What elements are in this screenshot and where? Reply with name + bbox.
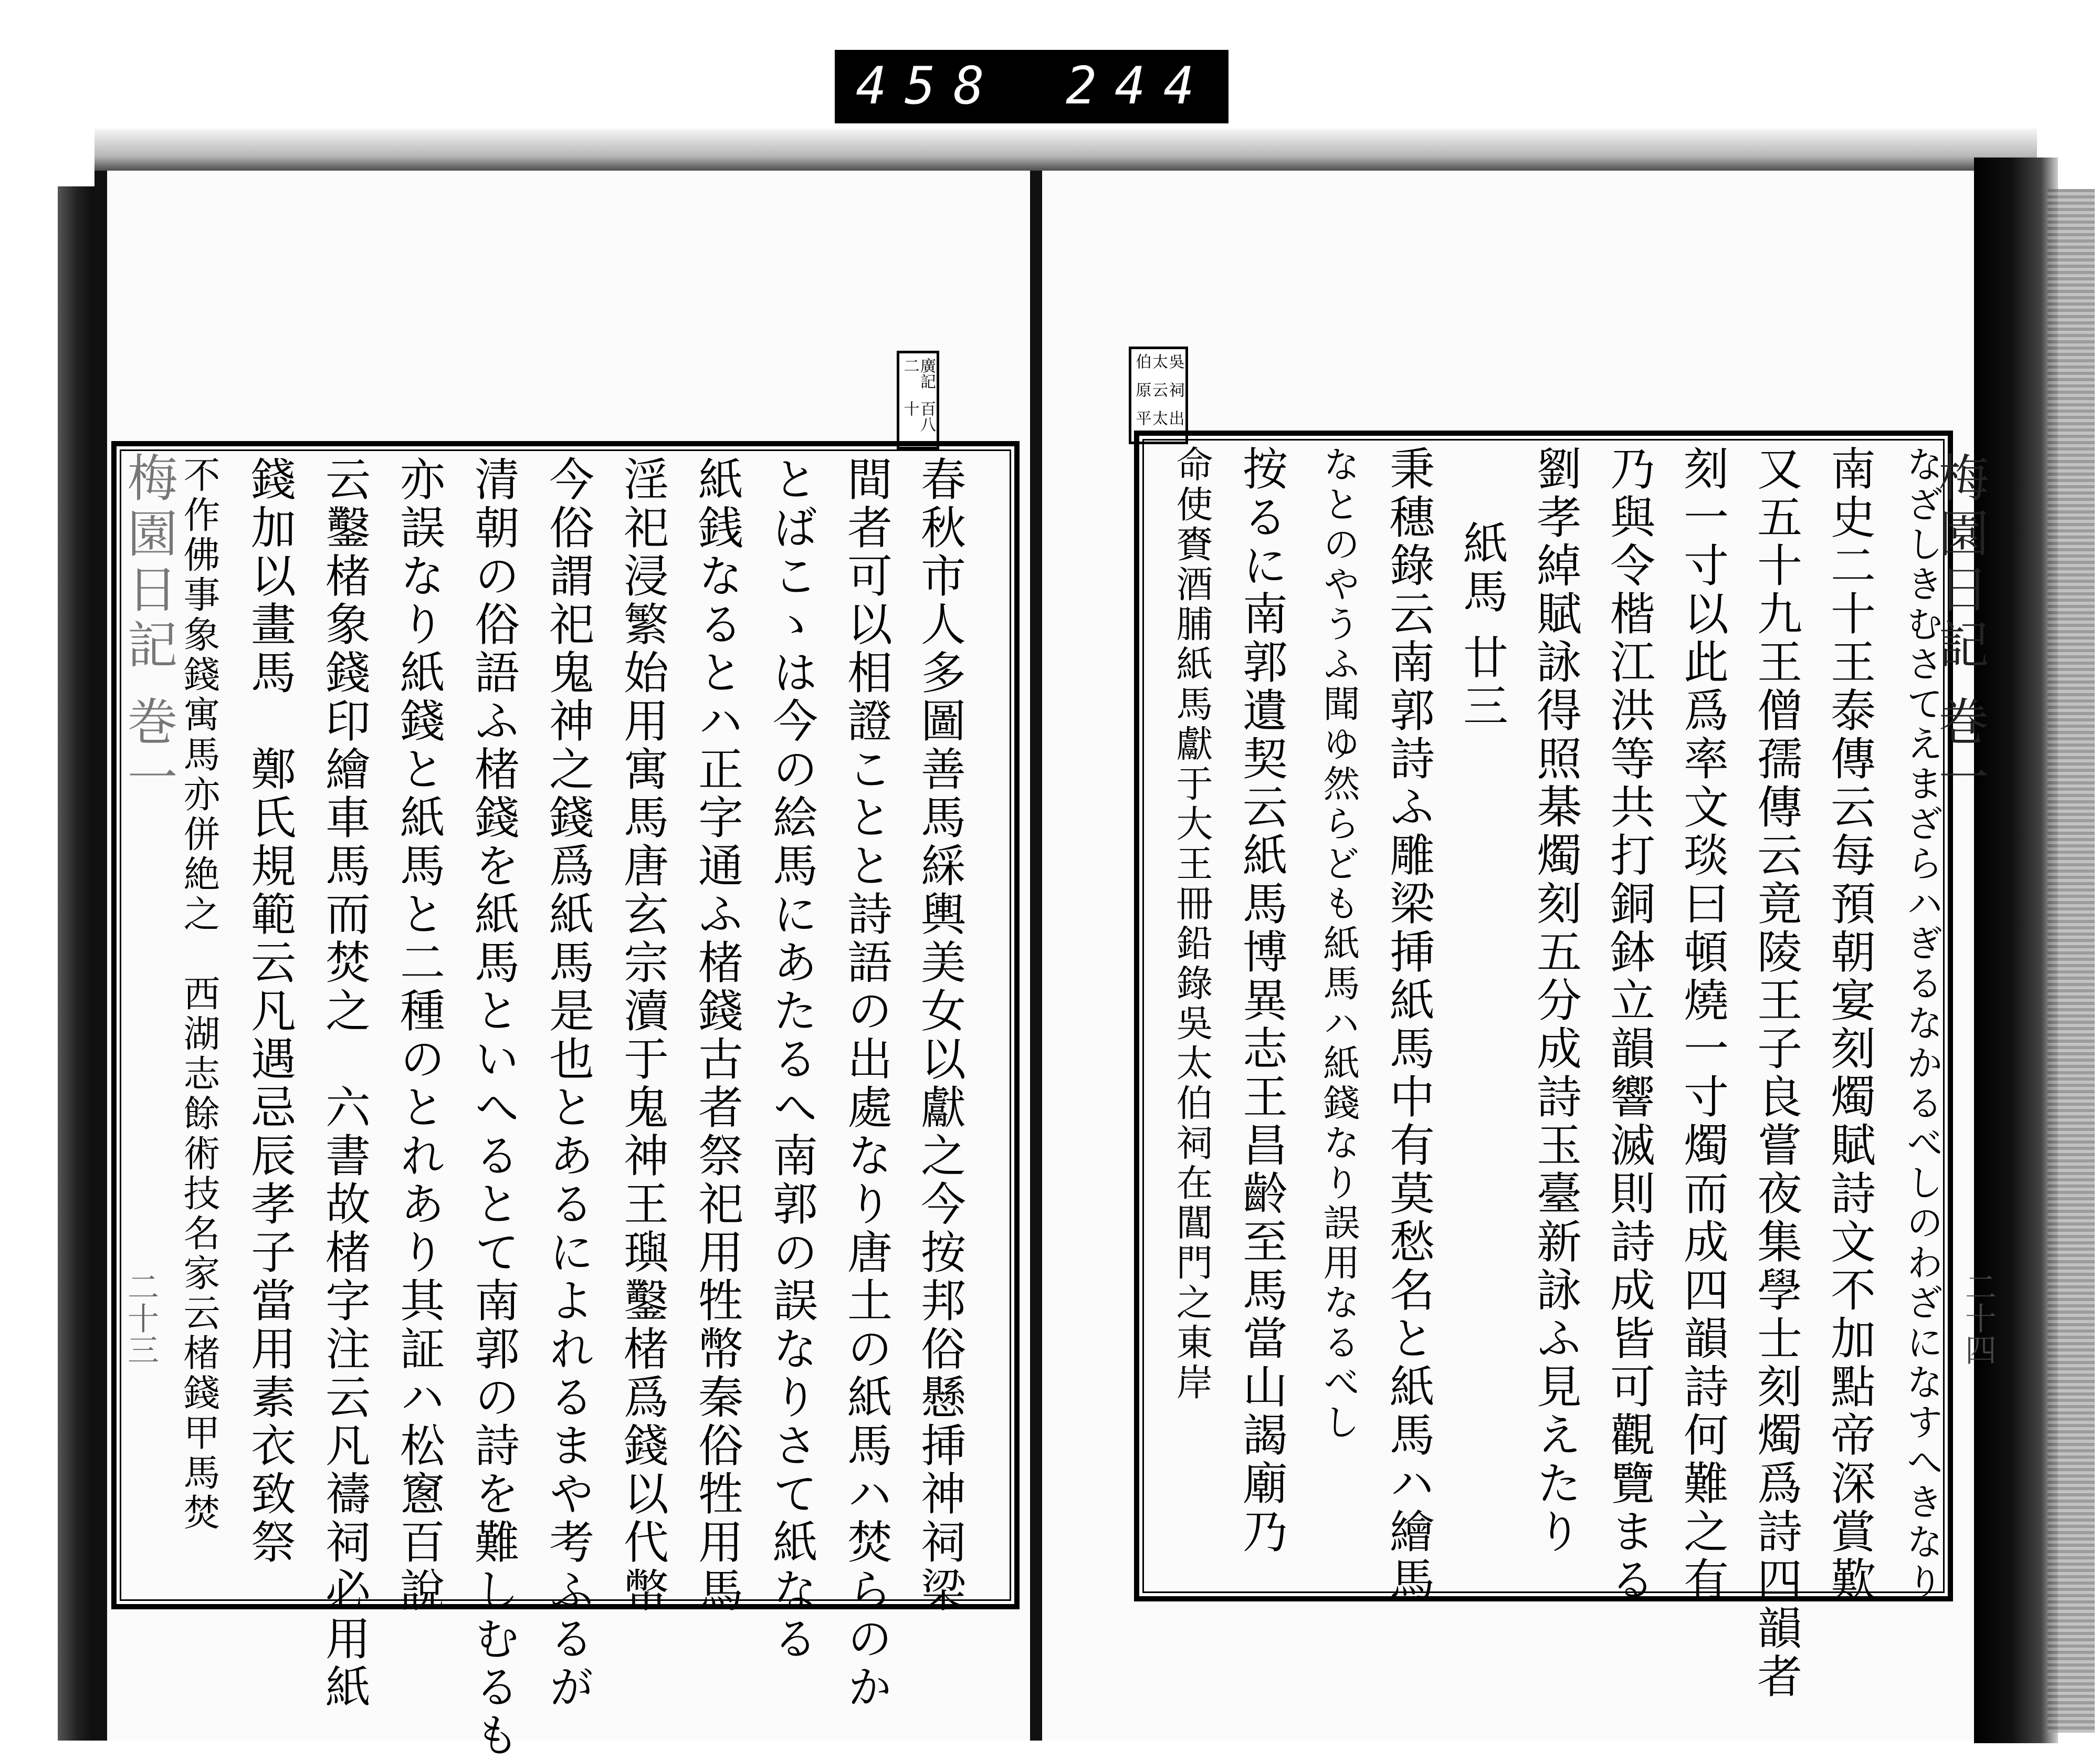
left-text-column-7: 清朝の俗語ふ楮錢を紙馬といへるとて南郭の詩を難しむるも [467, 456, 519, 1760]
left-margin-title: 梅園日記 巻一 [119, 452, 178, 807]
left-text-column-2: 間者可以相證ことと詩語の出處なり唐土の紙馬ハ焚らのか [839, 456, 892, 1712]
right-margin-note [1129, 347, 1188, 444]
left-text-column-11: 不作佛事象錢寓馬亦併絶之 西湖志餘術技名家云楮錢甲馬焚 [177, 456, 220, 1533]
right-text-column-9: 按るに南郭遺契云紙馬博異志王昌齡至馬當山謁廟乃 [1235, 445, 1287, 1556]
right-margin-note-line-2: 祠云原 [1132, 382, 1184, 397]
left-text-column-6: 今俗謂祀鬼神之錢爲紙馬是也とあるによれるまや考ふるが [541, 456, 594, 1712]
left-margin-note-line-1: 廣記二 [900, 358, 936, 389]
right-text-column-8: なとのやうふ聞ゆ然らども紙馬ハ紙錢なり誤用なるべし [1317, 445, 1360, 1443]
right-page-number: 二十四 [1960, 1271, 1997, 1365]
right-text-column-10: 命使賚酒脯紙馬獻于大王冊鉛錄吳太伯祠在閶門之東岸 [1170, 445, 1213, 1403]
right-text-column-6: 劉孝綽賦詠得照棊燭刻五分成詩玉臺新詠ふ見えたり [1529, 445, 1581, 1556]
right-text-column-7: 秉穗錄云南郭詩ふ雕梁挿紙馬中有莫愁名と紙馬ハ繪馬 [1382, 445, 1434, 1605]
left-text-column-8: 亦誤なり紙錢と紙馬と二種のとれあり其証ハ松窻百說 [392, 456, 445, 1615]
left-margin-note [897, 351, 939, 449]
right-margin-note-line-3: 出太平 [1132, 410, 1184, 426]
right-text-column-3: 又五十九王僧孺傳云竟陵王子良嘗夜集學士刻燭爲詩四韻者 [1749, 445, 1802, 1701]
left-text-frame [111, 441, 1020, 1760]
left-text-column-4: 紙銭なるとハ正字通ふ楮錢古者祭祀用牲幣秦俗牲用馬 [690, 456, 743, 1615]
left-text-column-9: 云鑿楮象錢印繪車馬而焚之 六書故楮字注云凡禱祠必用紙 [318, 456, 370, 1712]
right-margin-note-line-1: 吳太伯 [1132, 353, 1184, 369]
book-gutter [1030, 171, 1043, 1741]
right-text-column-4: 刻一寸以此爲率文琰曰頓燒一寸燭而成四韻詩何難之有 [1676, 445, 1728, 1605]
film-number-left: 458 [856, 56, 1003, 116]
right-text-frame [1134, 431, 1953, 1701]
right-section-heading: 紙馬 廿三 [1455, 520, 1508, 731]
right-book-edge [1974, 158, 2058, 1743]
left-text-column-5: 淫祀浸繁始用寓馬唐玄宗瀆于鬼神王璵鑿楮爲錢以代幣 [616, 456, 668, 1615]
left-text-column-1: 春秋市人多圖善馬綵輿美女以獻之今按邦俗懸挿神祠梁 [913, 456, 965, 1615]
right-text-column-5: 乃與令楷江洪等共打銅鉢立韻響滅則詩成皆可觀覽まる [1602, 445, 1655, 1605]
right-text-column-2: 南史二十王泰傳云每預朝宴刻燭賦詩文不加點帝深賞歎 [1823, 445, 1875, 1605]
left-page-number: 二十三 [122, 1271, 159, 1365]
right-margin-title: 梅園日記 巻一 [1930, 452, 1989, 807]
left-margin-note-line-2: 百八十 [900, 401, 936, 432]
right-text-column-1: なざしきむさてえまざらハぎるなかるべしのわざになすへきなり [1900, 445, 1944, 1602]
film-label [835, 50, 1228, 123]
film-number-right: 244 [1066, 56, 1213, 116]
left-text-column-3: とばこゝは今の絵馬にあたるへ南郭の誤なりさて紙なる [765, 456, 817, 1663]
left-text-column-10: 錢加以畫馬 鄭氏規範云凡遇忌辰孝子當用素衣致祭 [243, 456, 296, 1567]
right-page-stack [2048, 189, 2095, 1733]
